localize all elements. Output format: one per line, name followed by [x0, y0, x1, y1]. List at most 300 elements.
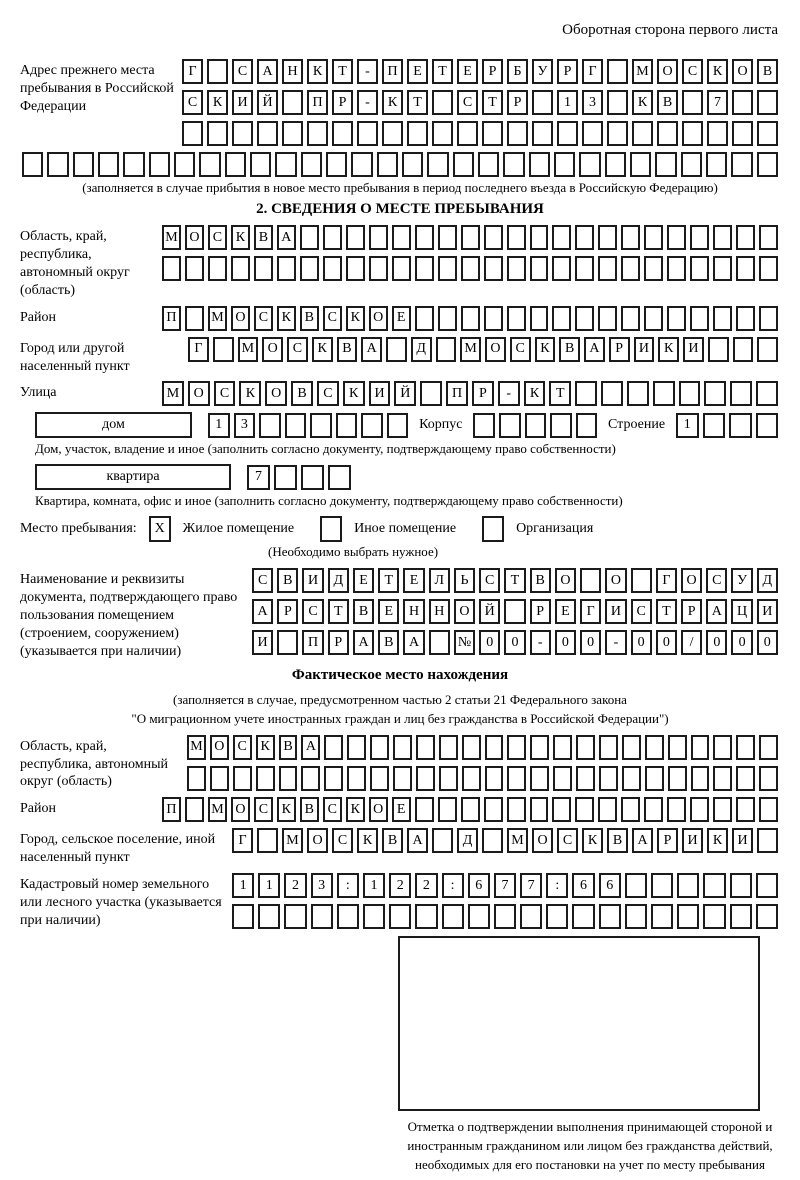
- char-cell: [361, 413, 383, 438]
- char-cell: [553, 735, 572, 760]
- char-cell: [185, 256, 204, 281]
- char-cell: [576, 413, 598, 438]
- char-cell: 2: [284, 873, 306, 898]
- region-row-1: [160, 225, 780, 250]
- char-cell: А: [361, 337, 382, 362]
- char-cell: [461, 225, 480, 250]
- char-cell: [407, 121, 428, 146]
- char-cell: [598, 306, 617, 331]
- char-cell: Р: [507, 90, 528, 115]
- char-cell: 7: [494, 873, 516, 898]
- char-cell: [259, 413, 281, 438]
- char-cell: [599, 735, 618, 760]
- char-cell: А: [277, 225, 296, 250]
- char-cell: Г: [582, 59, 603, 84]
- char-cell: П: [302, 630, 323, 655]
- fact-city-row: [230, 828, 780, 853]
- korpus-label: Корпус: [419, 417, 463, 433]
- char-cell: О: [369, 306, 388, 331]
- char-cell: К: [707, 828, 728, 853]
- char-cell: [323, 225, 342, 250]
- char-cell: [311, 904, 333, 929]
- char-cell: С: [208, 225, 227, 250]
- char-cell: [482, 121, 503, 146]
- char-cell: [677, 904, 699, 929]
- char-cell: М: [632, 59, 653, 84]
- char-cell: [507, 225, 526, 250]
- char-cell: О: [231, 306, 250, 331]
- char-cell: К: [343, 381, 365, 406]
- char-cell: 1: [232, 873, 254, 898]
- char-cell: С: [332, 828, 353, 853]
- char-cell: [757, 90, 778, 115]
- char-cell: К: [312, 337, 333, 362]
- document-block: [20, 568, 780, 661]
- char-cell: К: [307, 59, 328, 84]
- cadastre-row-2: [230, 904, 780, 929]
- flat-row: [35, 464, 780, 490]
- organization-checkbox: [482, 516, 504, 542]
- char-cell: 0: [580, 630, 601, 655]
- fact-district-block: [20, 797, 780, 822]
- char-cell: Р: [332, 90, 353, 115]
- char-cell: В: [353, 599, 374, 624]
- char-cell: В: [378, 630, 399, 655]
- char-cell: [736, 306, 755, 331]
- char-cell: [756, 381, 778, 406]
- residential-checkbox: X: [149, 516, 171, 542]
- char-cell: [682, 121, 703, 146]
- char-cell: [415, 256, 434, 281]
- other-premises-checkbox: [320, 516, 342, 542]
- char-cell: [461, 306, 480, 331]
- char-cell: [257, 121, 278, 146]
- char-cell: О: [732, 59, 753, 84]
- char-cell: [389, 904, 411, 929]
- char-cell: [550, 413, 572, 438]
- char-cell: Р: [681, 599, 702, 624]
- char-cell: В: [757, 59, 778, 84]
- char-cell: [233, 766, 252, 791]
- char-cell: [729, 413, 751, 438]
- char-cell: К: [357, 828, 378, 853]
- char-cell: [668, 735, 687, 760]
- prev-address-label: Адрес прежнего места пребывания в Российской Федерации: [20, 63, 174, 114]
- fact-district-label: Район: [20, 801, 56, 817]
- char-cell: [279, 766, 298, 791]
- prev-address-row-2: [180, 90, 780, 115]
- char-cell: [630, 152, 651, 177]
- char-cell: 0: [731, 630, 752, 655]
- char-cell: /: [681, 630, 702, 655]
- char-cell: Г: [182, 59, 203, 84]
- char-cell: [667, 306, 686, 331]
- char-cell: [503, 152, 524, 177]
- char-cell: И: [605, 599, 626, 624]
- char-cell: И: [252, 630, 273, 655]
- char-cell: [552, 256, 571, 281]
- char-cell: [174, 152, 195, 177]
- char-cell: Е: [353, 568, 374, 593]
- prev-address-note: (заполняется в случае прибытия в новое место пребывания в период последнего въезда в Российскую Федерацию): [82, 180, 718, 195]
- char-cell: П: [162, 797, 181, 822]
- char-cell: [759, 797, 778, 822]
- char-cell: [554, 152, 575, 177]
- street-row: [160, 381, 780, 406]
- char-cell: А: [632, 828, 653, 853]
- char-cell: В: [382, 828, 403, 853]
- char-cell: [207, 59, 228, 84]
- char-cell: [532, 90, 553, 115]
- char-cell: 1: [258, 873, 280, 898]
- char-cell: [485, 766, 504, 791]
- char-cell: [208, 256, 227, 281]
- char-cell: С: [232, 59, 253, 84]
- char-cell: [232, 904, 254, 929]
- fact-region-block: [20, 735, 780, 792]
- korpus-cells: [471, 413, 599, 438]
- char-cell: [461, 256, 480, 281]
- char-cell: [47, 152, 68, 177]
- char-cell: [575, 306, 594, 331]
- char-cell: Е: [392, 797, 411, 822]
- char-cell: К: [207, 90, 228, 115]
- char-cell: В: [277, 568, 298, 593]
- char-cell: [432, 828, 453, 853]
- char-cell: [225, 152, 246, 177]
- char-cell: [438, 306, 457, 331]
- char-cell: [757, 152, 778, 177]
- region-row-2: [160, 256, 780, 281]
- char-cell: 1: [557, 90, 578, 115]
- char-cell: Т: [656, 599, 677, 624]
- char-cell: [736, 797, 755, 822]
- stroenie-label: Строение: [608, 417, 666, 433]
- char-cell: Е: [407, 59, 428, 84]
- other-premises-label: Иное помещение: [354, 521, 457, 537]
- char-cell: [363, 904, 385, 929]
- char-cell: [625, 873, 647, 898]
- char-cell: [484, 797, 503, 822]
- char-cell: [453, 152, 474, 177]
- char-cell: О: [185, 225, 204, 250]
- char-cell: К: [658, 337, 679, 362]
- char-cell: [703, 904, 725, 929]
- fact-title: Фактическое место нахождения: [291, 666, 509, 683]
- char-cell: 0: [757, 630, 778, 655]
- char-cell: [576, 735, 595, 760]
- char-cell: [530, 306, 549, 331]
- char-cell: 3: [582, 90, 603, 115]
- char-cell: [732, 121, 753, 146]
- char-cell: [232, 121, 253, 146]
- char-cell: Р: [530, 599, 551, 624]
- char-cell: [256, 766, 275, 791]
- char-cell: [210, 766, 229, 791]
- char-cell: О: [454, 599, 475, 624]
- char-cell: О: [210, 735, 229, 760]
- char-cell: [667, 256, 686, 281]
- char-cell: [420, 381, 442, 406]
- char-cell: [607, 90, 628, 115]
- char-cell: [507, 766, 526, 791]
- char-cell: [759, 766, 778, 791]
- fact-district-row: [160, 797, 780, 822]
- city-row: [186, 337, 780, 362]
- char-cell: [756, 873, 778, 898]
- char-cell: К: [256, 735, 275, 760]
- char-cell: [529, 152, 550, 177]
- char-cell: В: [530, 568, 551, 593]
- char-cell: 6: [572, 873, 594, 898]
- char-cell: [627, 381, 649, 406]
- char-cell: В: [291, 381, 313, 406]
- char-cell: [681, 152, 702, 177]
- char-cell: С: [302, 599, 323, 624]
- char-cell: 6: [599, 873, 621, 898]
- char-cell: [438, 256, 457, 281]
- char-cell: [324, 735, 343, 760]
- char-cell: :: [546, 873, 568, 898]
- stay-type-row: [20, 516, 780, 542]
- char-cell: [326, 152, 347, 177]
- street-label: Улица: [20, 385, 57, 401]
- char-cell: [601, 381, 623, 406]
- char-cell: С: [254, 306, 273, 331]
- char-cell: [442, 904, 464, 929]
- fact-note-2: "О миграционном учете иностранных граждан и лиц без гражданства в Российской Федерации"): [131, 710, 669, 726]
- region-label: Область, край, республика, автономный округ (область): [20, 229, 130, 298]
- char-cell: Р: [609, 337, 630, 362]
- char-cell: [429, 630, 450, 655]
- char-cell: [347, 735, 366, 760]
- char-cell: [530, 225, 549, 250]
- char-cell: 0: [555, 630, 576, 655]
- char-cell: [575, 256, 594, 281]
- char-cell: В: [300, 306, 319, 331]
- char-cell: И: [369, 381, 391, 406]
- char-cell: Р: [657, 828, 678, 853]
- char-cell: Е: [392, 306, 411, 331]
- char-cell: 3: [234, 413, 256, 438]
- char-cell: [377, 152, 398, 177]
- char-cell: [285, 413, 307, 438]
- cadastre-block: [20, 873, 780, 930]
- char-cell: Й: [257, 90, 278, 115]
- char-cell: [507, 121, 528, 146]
- char-cell: [187, 766, 206, 791]
- char-cell: [301, 465, 324, 490]
- char-cell: Г: [188, 337, 209, 362]
- char-cell: И: [302, 568, 323, 593]
- char-cell: [482, 828, 503, 853]
- char-cell: [655, 152, 676, 177]
- char-cell: А: [252, 599, 273, 624]
- char-cell: [484, 256, 503, 281]
- char-cell: [621, 306, 640, 331]
- fact-region-label: Область, край, республика, автономный округ (область): [20, 738, 169, 790]
- char-cell: [402, 152, 423, 177]
- char-cell: [598, 225, 617, 250]
- char-cell: [713, 256, 732, 281]
- char-cell: [185, 306, 204, 331]
- district-row: [160, 306, 780, 331]
- char-cell: [415, 225, 434, 250]
- prev-address-row-1: [180, 59, 780, 84]
- char-cell: [691, 766, 710, 791]
- char-cell: [532, 121, 553, 146]
- char-cell: [651, 873, 673, 898]
- char-cell: 7: [520, 873, 542, 898]
- char-cell: [572, 904, 594, 929]
- char-cell: [250, 152, 271, 177]
- char-cell: Е: [457, 59, 478, 84]
- char-cell: [432, 90, 453, 115]
- char-cell: [579, 152, 600, 177]
- char-cell: [732, 90, 753, 115]
- char-cell: С: [457, 90, 478, 115]
- char-cell: [323, 256, 342, 281]
- char-cell: Р: [472, 381, 494, 406]
- char-cell: [149, 152, 170, 177]
- char-cell: [185, 797, 204, 822]
- char-cell: К: [582, 828, 603, 853]
- char-cell: -: [530, 630, 551, 655]
- char-cell: [622, 766, 641, 791]
- char-cell: [337, 904, 359, 929]
- char-cell: И: [757, 599, 778, 624]
- prev-address-block: [20, 59, 780, 146]
- char-cell: Д: [411, 337, 432, 362]
- flat-number-cells: [245, 465, 353, 490]
- char-cell: Р: [482, 59, 503, 84]
- char-cell: А: [407, 828, 428, 853]
- char-cell: М: [507, 828, 528, 853]
- char-cell: [254, 256, 273, 281]
- district-label: Район: [20, 309, 56, 325]
- char-cell: [690, 306, 709, 331]
- char-cell: [708, 337, 729, 362]
- char-cell: [598, 256, 617, 281]
- char-cell: [757, 337, 778, 362]
- char-cell: С: [317, 381, 339, 406]
- char-cell: [393, 735, 412, 760]
- char-cell: [98, 152, 119, 177]
- char-cell: [625, 904, 647, 929]
- char-cell: [730, 904, 752, 929]
- char-cell: [231, 256, 250, 281]
- char-cell: [392, 256, 411, 281]
- char-cell: С: [323, 797, 342, 822]
- char-cell: С: [182, 90, 203, 115]
- char-cell: О: [262, 337, 283, 362]
- char-cell: [690, 225, 709, 250]
- char-cell: [736, 735, 755, 760]
- char-cell: [599, 766, 618, 791]
- char-cell: Г: [580, 599, 601, 624]
- char-cell: [621, 225, 640, 250]
- char-cell: [552, 225, 571, 250]
- char-cell: [462, 735, 481, 760]
- char-cell: [546, 904, 568, 929]
- char-cell: Г: [232, 828, 253, 853]
- char-cell: О: [231, 797, 250, 822]
- district-block: [20, 306, 780, 331]
- char-cell: [756, 413, 778, 438]
- char-cell: О: [532, 828, 553, 853]
- char-cell: [416, 735, 435, 760]
- char-cell: [607, 121, 628, 146]
- char-cell: [369, 256, 388, 281]
- char-cell: С: [252, 568, 273, 593]
- char-cell: [257, 828, 278, 853]
- char-cell: Т: [378, 568, 399, 593]
- char-cell: [207, 121, 228, 146]
- street-block: [20, 381, 780, 406]
- house-caption: Дом, участок, владение и иное (заполнить согласно документу, подтверждающему право собственности): [35, 441, 616, 457]
- char-cell: Т: [432, 59, 453, 84]
- char-cell: К: [524, 381, 546, 406]
- char-cell: К: [277, 306, 296, 331]
- char-cell: [645, 766, 664, 791]
- char-cell: [392, 225, 411, 250]
- char-cell: [300, 225, 319, 250]
- char-cell: [507, 256, 526, 281]
- char-cell: Д: [757, 568, 778, 593]
- char-cell: [552, 797, 571, 822]
- char-cell: [553, 766, 572, 791]
- char-cell: М: [208, 797, 227, 822]
- char-cell: Р: [328, 630, 349, 655]
- char-cell: [605, 152, 626, 177]
- char-cell: [575, 225, 594, 250]
- char-cell: [427, 152, 448, 177]
- char-cell: [346, 225, 365, 250]
- char-cell: [282, 90, 303, 115]
- char-cell: [436, 337, 457, 362]
- char-cell: И: [232, 90, 253, 115]
- char-cell: [757, 121, 778, 146]
- char-cell: Р: [277, 599, 298, 624]
- char-cell: [730, 381, 752, 406]
- char-cell: [199, 152, 220, 177]
- char-cell: О: [265, 381, 287, 406]
- char-cell: [644, 225, 663, 250]
- char-cell: [645, 735, 664, 760]
- char-cell: В: [254, 225, 273, 250]
- char-cell: Е: [555, 599, 576, 624]
- char-cell: [731, 152, 752, 177]
- char-cell: Т: [504, 568, 525, 593]
- char-cell: [621, 256, 640, 281]
- char-cell: В: [559, 337, 580, 362]
- char-cell: Ь: [454, 568, 475, 593]
- char-cell: Т: [482, 90, 503, 115]
- char-cell: В: [300, 797, 319, 822]
- char-cell: [679, 381, 701, 406]
- char-cell: М: [187, 735, 206, 760]
- char-cell: И: [683, 337, 704, 362]
- char-cell: П: [307, 90, 328, 115]
- flat-caption: Квартира, комната, офис и иное (заполнить согласно документу, подтверждающему право собственности): [35, 493, 623, 509]
- char-cell: 0: [479, 630, 500, 655]
- char-cell: [667, 797, 686, 822]
- char-cell: [759, 306, 778, 331]
- char-cell: [575, 381, 597, 406]
- char-cell: 1: [208, 413, 230, 438]
- section2-title: 2. СВЕДЕНИЯ О МЕСТЕ ПРЕБЫВАНИЯ: [256, 201, 544, 217]
- char-cell: 7: [247, 465, 270, 490]
